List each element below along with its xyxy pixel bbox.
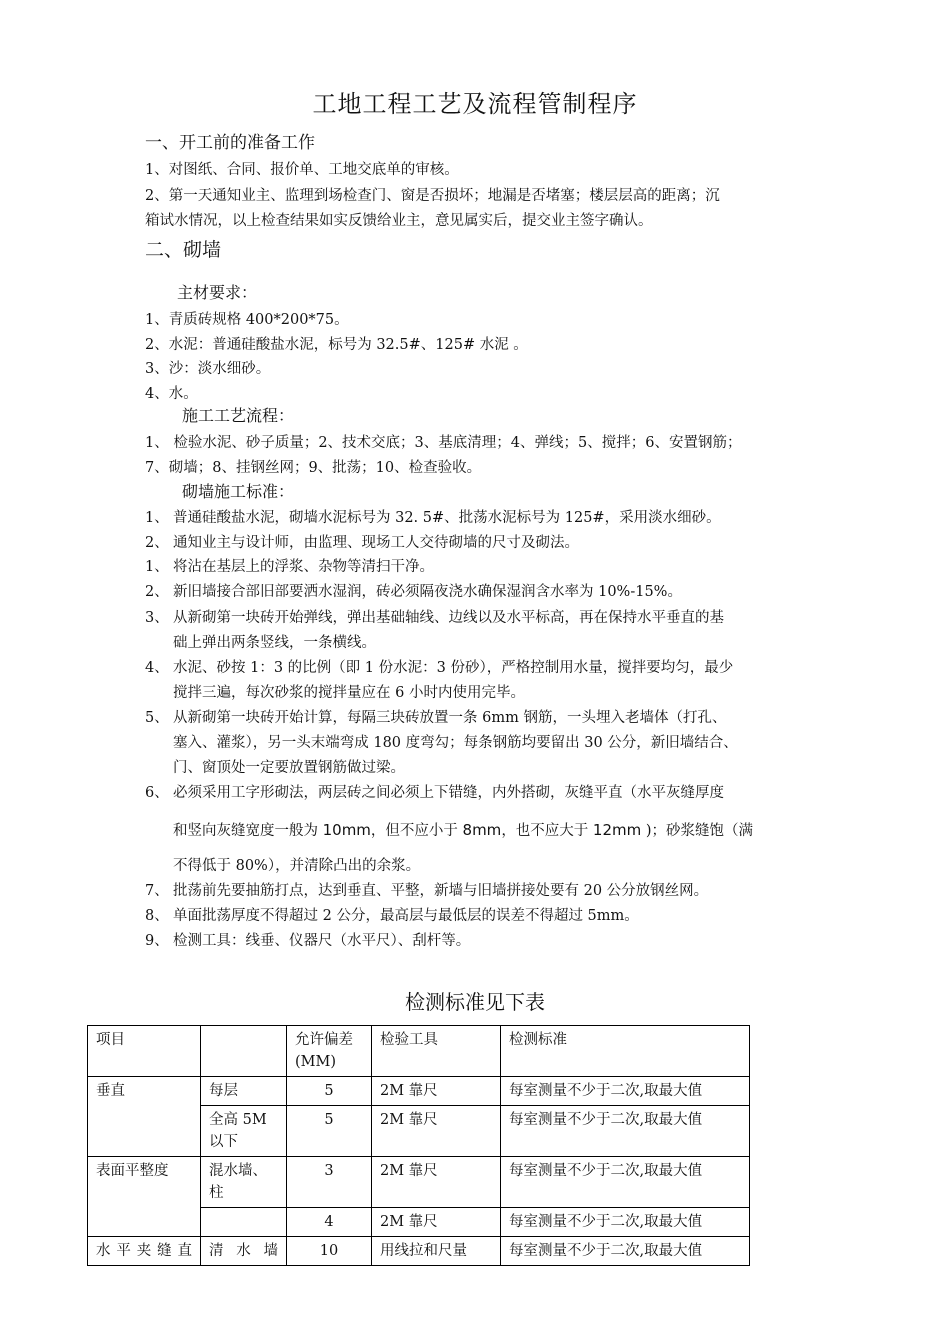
table-cell-sub: [201, 1208, 287, 1237]
inspection-standard-table: [87, 1025, 750, 1266]
item-text-value: 8mm: [462, 821, 502, 839]
table-row: [88, 1077, 750, 1106]
table-cell-tool: 2M 靠尺: [372, 1077, 501, 1106]
table-cell-standard: 每室测量不少于二次,取最大值: [501, 1157, 750, 1208]
item-number: 4、: [145, 660, 169, 676]
material-item-4: 4、水。: [145, 386, 198, 402]
item-text: 通知业主与设计师，由监理、现场工人交待砌墙的尺寸及砌法。: [173, 535, 579, 551]
table-cell-sub: 混水墙、柱: [201, 1157, 287, 1208]
header-cell-deviation: 允许偏差(MM): [287, 1026, 372, 1077]
item-text: 新旧墙接合部旧部要洒水湿润，砖必须隔夜浇水确保湿润含水率为 10%-15%。: [173, 584, 682, 600]
material-item-1: 1、青质砖规格 400*200*75。: [145, 312, 349, 328]
item-text: )；砂浆缝饱（满: [641, 823, 753, 839]
section1-item-2-line1: 2、第一天通知业主、监理到场检查门、窗是否损坏；地漏是否堵塞；楼层层高的距离；沉: [145, 188, 720, 204]
table-cell-tool: 2M 靠尺: [372, 1157, 501, 1208]
table-cell-item: 表面平整度: [88, 1157, 201, 1237]
item-number: 8、: [145, 908, 169, 924]
item-number: 3、: [145, 610, 169, 626]
standard-item-b5-line3: 门、窗顶处一定要放置钢筋做过梁。: [173, 760, 405, 776]
standard-item-b5-line1: [145, 708, 726, 728]
item-text: 必须采用工字形砌法，两层砖之间必须上下错缝，内外搭砌，灰缝平直（水平灰缝厚度: [173, 785, 724, 801]
item-number: 2、: [145, 584, 169, 600]
item-number: 7、: [145, 883, 169, 899]
table-cell-standard: 每室测量不少于二次,取最大值: [501, 1208, 750, 1237]
material-item-2: 2、水泥：普通硅酸盐水泥，标号为 32.5#、125# 水泥 。: [145, 337, 528, 353]
standard-heading: 砌墙施工标准：: [182, 482, 295, 501]
table-cell-tool: 用线拉和尺量: [372, 1237, 501, 1266]
item-text: ，也不应大于: [501, 823, 593, 839]
table-cell-deviation: 5: [287, 1077, 372, 1106]
table-cell-tool: 2M 靠尺: [372, 1208, 501, 1237]
standard-item-b4-line2: 搅拌三遍，每次砂浆的搅拌量应在 6 小时内使用完毕。: [173, 685, 525, 701]
section1-item-2-line2: 箱试水情况，以上检查结果如实反馈给业主，意见属实后，提交业主签字确认。: [145, 213, 653, 229]
item-text: 水泥、砂按 1：3 的比例（即 1 份水泥：3 份砂），严格控制用水量，搅拌要均匀，最少: [173, 660, 734, 676]
process-line-2: 7、砌墙；8、挂钢丝网；9、批荡；10、检查验收。: [145, 460, 482, 476]
table-cell-standard: 每室测量不少于二次,取最大值: [501, 1237, 750, 1266]
header-cell-item: 项目: [88, 1026, 201, 1077]
table-cell-sub: 全高 5M以下: [201, 1106, 287, 1157]
item-number: 2、: [145, 535, 169, 551]
item-text: 从新砌第一块砖开始计算，每隔三块砖放置一条 6mm 钢筋，一头埋入老墙体（打孔、: [173, 710, 727, 726]
table-cell-deviation: 4: [287, 1208, 372, 1237]
table-cell-deviation: 5: [287, 1106, 372, 1157]
item-text: 批荡前先要抽筋打点，达到垂直、平整，新墙与旧墙拼接处要有 20 公分放钢丝网。: [173, 883, 709, 899]
section1-item-1: 1、对图纸、合同、报价单、工地交底单的审核。: [145, 162, 459, 178]
standard-item-b2: [145, 582, 682, 602]
item-text: 从新砌第一块砖开始弹线，弹出基础轴线、边线以及水平标高，再在保持水平垂直的基: [173, 610, 724, 626]
item-text: 单面批荡厚度不得超过 2 公分，最高层与最低层的误差不得超过 5mm。: [173, 908, 639, 924]
item-text: 和竖向灰缝宽度一般为: [173, 823, 323, 839]
table-cell-deviation: 10: [287, 1237, 372, 1266]
item-number: 5、: [145, 710, 169, 726]
table-cell-item: 垂直: [88, 1077, 201, 1157]
item-text-value: 12mm: [592, 821, 642, 839]
table-header-row: [88, 1026, 750, 1077]
item-text-value: 10mm: [322, 821, 371, 839]
table-cell-item: 水平夹缝直: [88, 1237, 201, 1266]
standard-item-b3-line1: [145, 608, 724, 628]
header-cell-tool: 检验工具: [372, 1026, 501, 1077]
standard-item-b8: [145, 906, 639, 926]
materials-heading: 主材要求：: [177, 283, 258, 302]
standard-item-b7: [145, 881, 708, 901]
standard-item-b4-line1: [145, 658, 733, 678]
process-heading: 施工工艺流程：: [182, 406, 295, 425]
item-text: 普通硅酸盐水泥，砌墙水泥标号为 32. 5#、批荡水泥标号为 125#，采用淡水细砂。: [173, 510, 721, 526]
table-row: [88, 1157, 750, 1208]
document-title: 工地工程工艺及流程管制程序: [312, 90, 638, 118]
item-text: ，但不应小于: [370, 823, 463, 839]
standard-item-b3-line2: 础上弹出两条竖线，一条横线。: [173, 635, 376, 651]
table-cell-standard: 每室测量不少于二次,取最大值: [501, 1106, 750, 1157]
standard-item-b6-line3: 不得低于 80%），并清除凸出的余浆。: [173, 858, 421, 874]
table-row: [88, 1237, 750, 1266]
standard-item-b6-line2: [173, 820, 753, 841]
standard-item-a1: [145, 508, 721, 528]
item-number: 1、: [145, 510, 169, 526]
standard-item-b9: [145, 931, 470, 951]
process-line-1: 1、 检验水泥、砂子质量；2、技术交底；3、基底清理；4、弹线；5、搅拌；6、安置钢筋；: [145, 435, 742, 451]
item-number: 9、: [145, 933, 169, 949]
item-number: 1、: [145, 559, 169, 575]
section1-heading: 一、开工前的准备工作: [145, 133, 315, 153]
table-cell-tool: 2M 靠尺: [372, 1106, 501, 1157]
table-cell-sub: 清水墙: [201, 1237, 287, 1266]
table-cell-deviation: 3: [287, 1157, 372, 1208]
header-cell-standard: 检测标准: [501, 1026, 750, 1077]
header-cell-sub: [201, 1026, 287, 1077]
standard-item-b5-line2: 塞入、灌浆），另一头末端弯成 180 度弯勾；每条钢筋均要留出 30 公分，新旧墙结合、: [173, 735, 738, 751]
table-title: 检测标准见下表: [405, 990, 545, 1014]
standard-item-b6-line1: [145, 783, 724, 803]
item-text: 将沾在基层上的浮浆、杂物等清扫干净。: [173, 559, 434, 575]
standard-item-a2: [145, 533, 579, 553]
item-text: 检测工具：线垂、仪器尺（水平尺）、刮杆等。: [173, 933, 471, 949]
standard-item-b1: [145, 557, 434, 577]
table-cell-sub: 每层: [201, 1077, 287, 1106]
section2-heading: 二、砌墙: [145, 239, 222, 261]
item-number: 6、: [145, 785, 169, 801]
material-item-3: 3、沙：淡水细砂。: [145, 361, 271, 377]
table-cell-standard: 每室测量不少于二次,取最大值: [501, 1077, 750, 1106]
